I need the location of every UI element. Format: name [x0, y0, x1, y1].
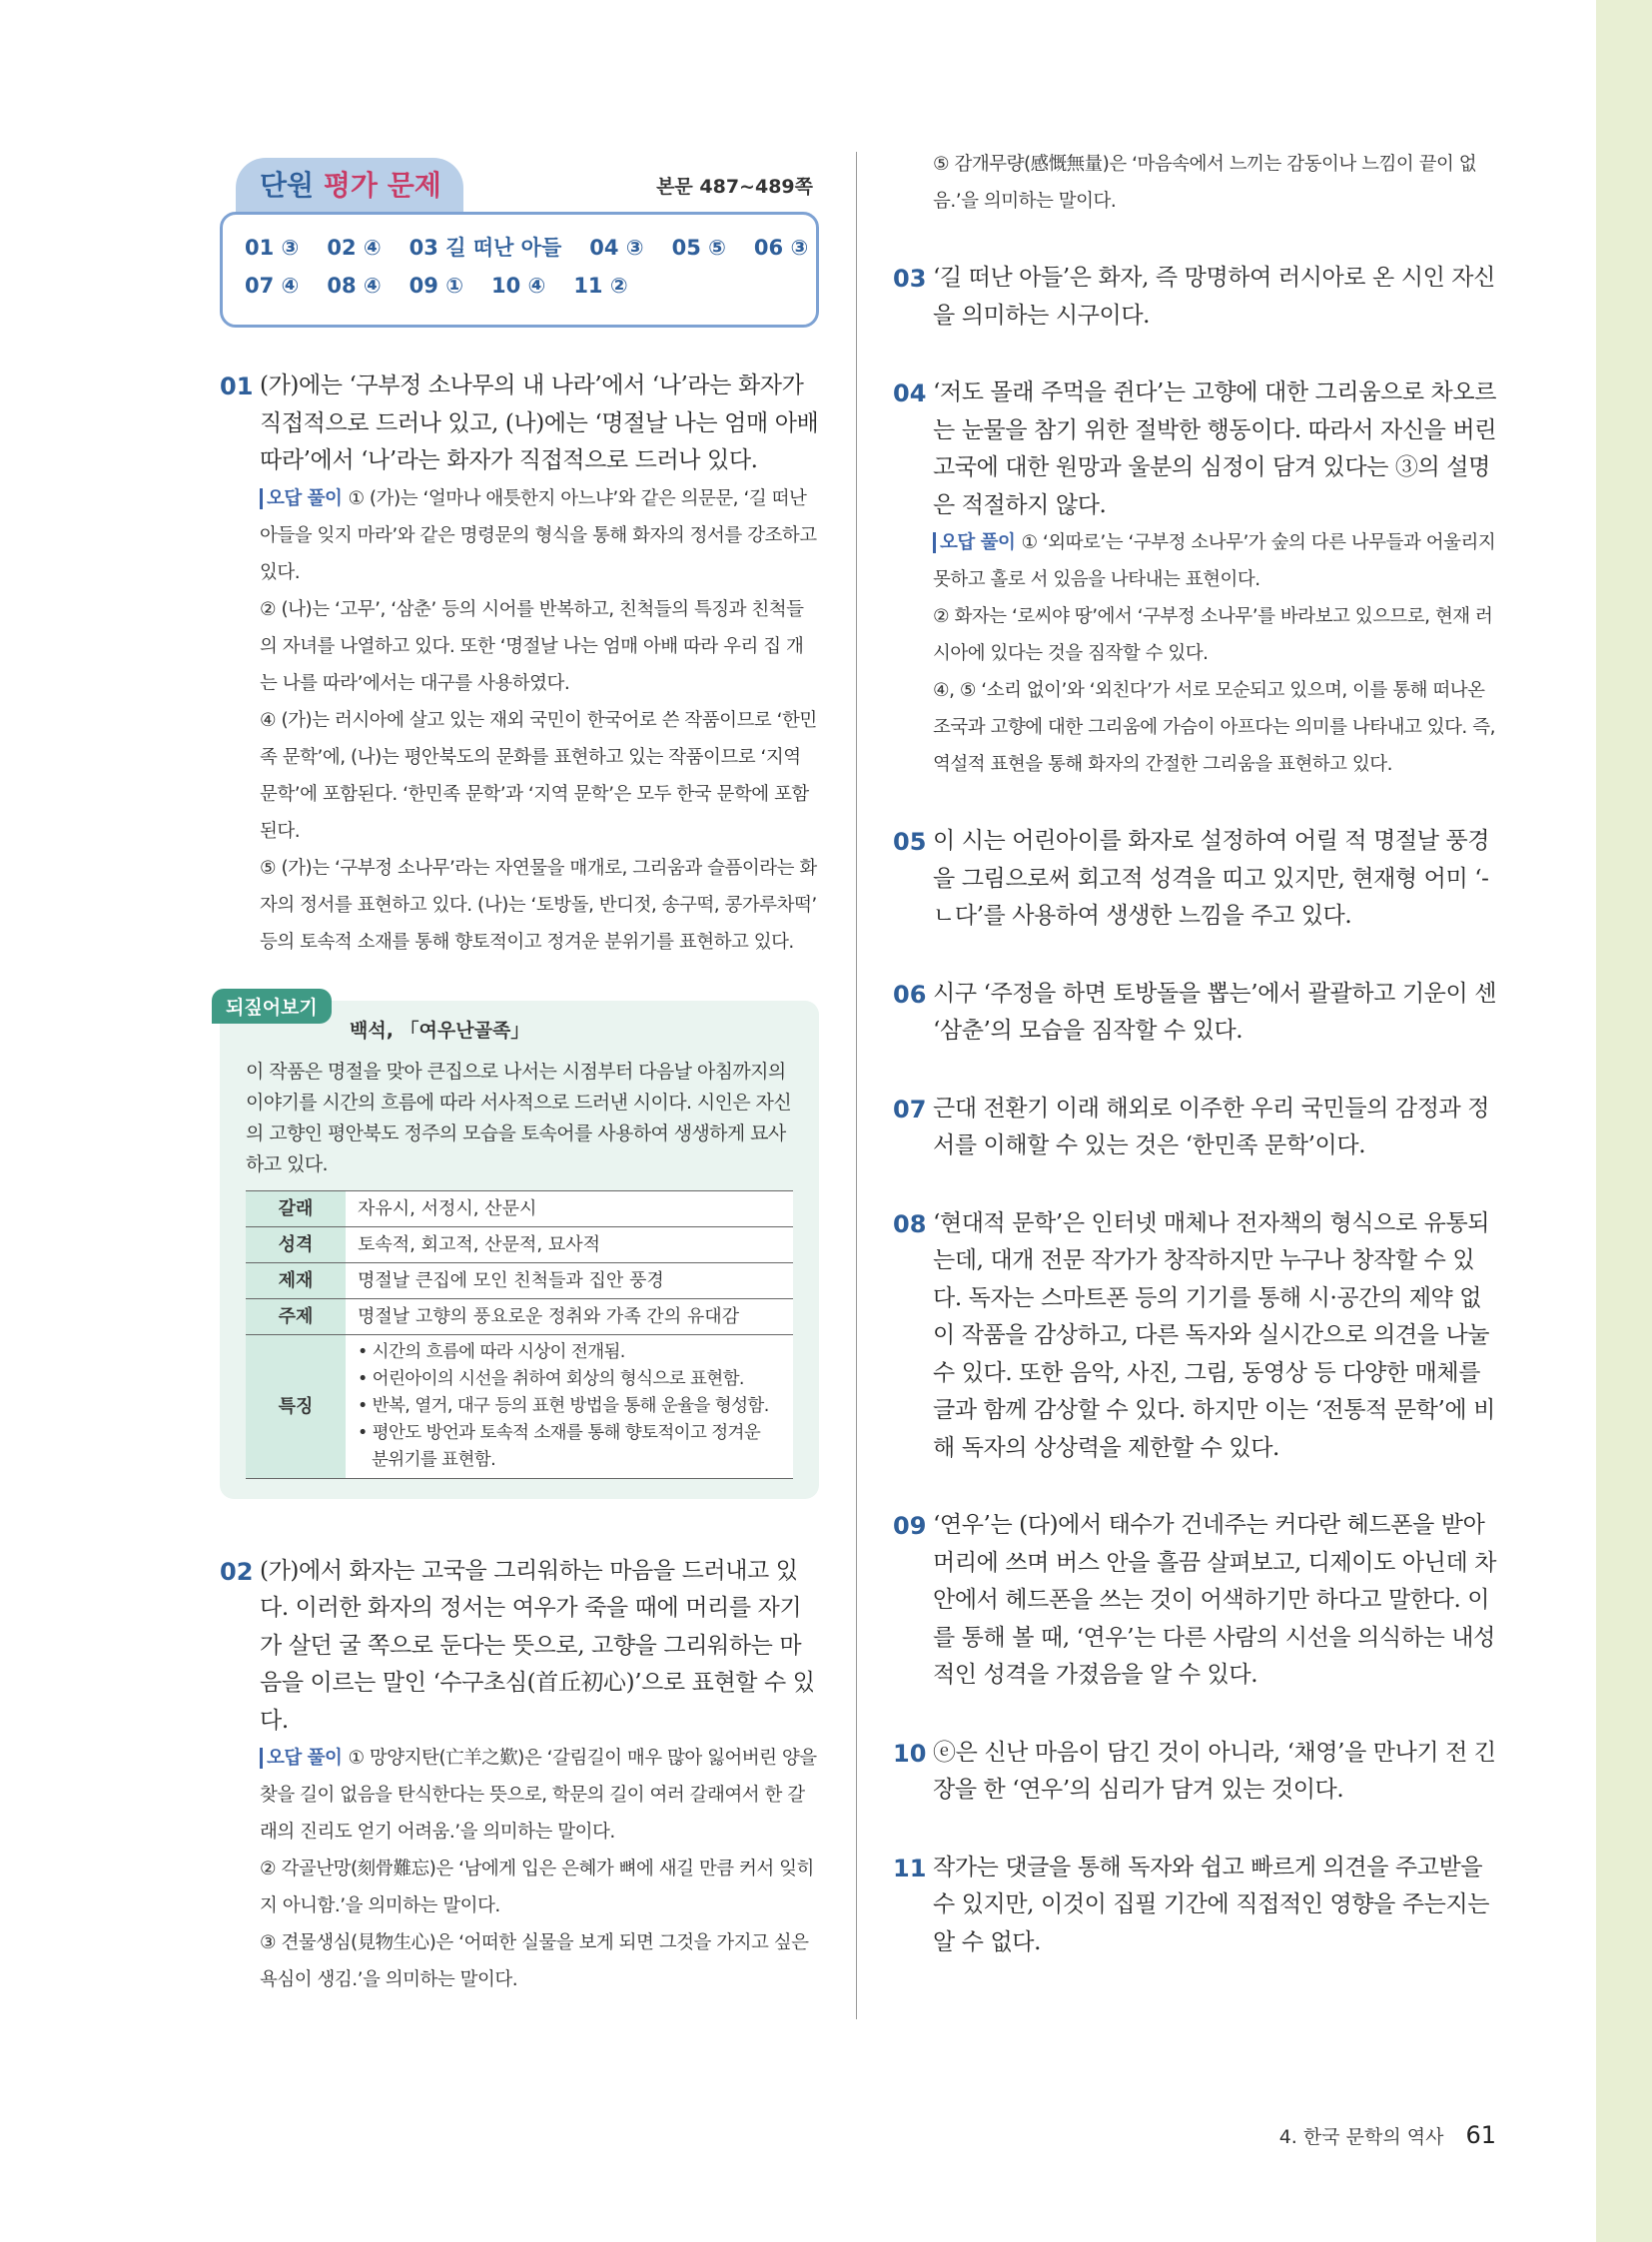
unit-title: [260, 164, 441, 204]
unit-title-accent: 평가 문제: [323, 169, 441, 202]
answer-08: 08 ④: [327, 274, 382, 298]
explanation-01: [220, 368, 819, 961]
item-number: 04: [893, 379, 927, 407]
wrong-answer-text: ② (나)는 ‘고무’, ‘삼춘’ 등의 시어를 반복하고, 친척들의 특징과 친척들의 자녀를 나열하고 있다. 또한 ‘명절날 나는 엄매 아배 따라 우리 집 개는 나를 따라’에서는 대구를 사용하였다.: [260, 598, 804, 694]
right-column: [893, 146, 1496, 1961]
explanation-text: ⓔ은 신난 마음이 담긴 것이 아니라, ‘채영’을 만나기 전 긴장을 한 ‘연우’의 심리가 담겨 있는 것이다.: [933, 1739, 1496, 1803]
explanation-05: [893, 823, 1496, 936]
explanation-text: (가)에는 ‘구부정 소나무의 내 나라’에서 ‘나’라는 화자가 직접적으로 드러나 있고, (나)에는 ‘명절날 나는 엄매 아배 따라’에서 ‘나’라는 화자가 직접적으로 드러나 있다.: [260, 373, 819, 473]
explanation-03: [893, 260, 1496, 335]
wrong-answer-explanation: [260, 480, 819, 591]
answer-06: 06 ③: [753, 236, 809, 260]
row-key: 갈래: [246, 1190, 346, 1226]
explanation-text: 시구 ‘주정을 하면 토방돌을 뽑는’에서 괄괄하고 기운이 센 ‘삼춘’의 모습을 짐작할 수 있다.: [933, 980, 1497, 1044]
answer-04: 04 ③: [589, 236, 644, 260]
unit-title-text: 단원: [260, 169, 324, 202]
explanation-04: [893, 374, 1496, 783]
explanation-08: [893, 1205, 1496, 1468]
explanation-06: [893, 976, 1496, 1051]
item-number: 02: [220, 1557, 254, 1586]
wrong-answer-text: ① ‘외따로’는 ‘구부정 소나무’가 숲의 다른 나무들과 어울리지 못하고 홀로 서 있음을 나타내는 표현이다.: [933, 532, 1496, 590]
explanation-02: [220, 1553, 819, 1999]
table-row: [246, 1298, 793, 1334]
explanation-text: 작가는 댓글을 통해 독자와 쉽고 빠르게 의견을 주고받을 수 있지만, 이것이 집필 기간에 직접적인 영향을 주는지는 알 수 없다.: [933, 1854, 1490, 1955]
wrong-answer-text: ① (가)는 ‘얼마나 애틋한지 아느냐’와 같은 의문문, ‘길 떠난 아들을 잊지 마라’와 같은 명령문의 형식을 통해 화자의 정서를 강조하고 있다.: [260, 487, 817, 583]
wrong-answer-explanation: [933, 524, 1496, 598]
item-number: 03: [893, 265, 927, 293]
explanation-text: ‘연우’는 (다)에서 태수가 건네주는 커다란 헤드폰을 받아 머리에 쓰며 버스 안을 흘끔 살펴보고, 디제이도 아닌데 차 안에서 헤드폰을 쓰는 것이 어색하기만 하다고 말한다. 이를 통해 볼 때, ‘연우’는 다른 사람의 시선을 의식하는 내성적인 성격을 가졌음을 알 수 있다.: [933, 1512, 1497, 1688]
review-description: 이 작품은 명절을 맞아 큰집으로 나서는 시점부터 다음날 아침까지의 이야기를 시간의 흐름에 따라 서사적으로 드러낸 시이다. 시인은 자신의 고향인 평안북도 정주의 모습을 토속어를 사용하여 생생하게 묘사하고 있다.: [246, 1060, 792, 1175]
wrong-answer-text: ④, ⑤ ‘소리 없이’와 ‘외친다’가 서로 모순되고 있으며, 이를 통해 떠나온 조국과 고향에 대한 그리움에 가슴이 아프다는 의미를 나타내고 있다. 즉, 역설적 표현을 통해 화자의 간절한 그리움을 표현하고 있다.: [933, 680, 1495, 775]
item-number: 11: [893, 1854, 927, 1882]
item-number: 09: [893, 1512, 927, 1540]
row-key: 특징: [246, 1334, 346, 1478]
left-column: [220, 150, 819, 1998]
work-info-table: [246, 1190, 793, 1479]
page-footer: [1279, 2121, 1496, 2149]
review-box: [220, 996, 819, 1499]
explanation-text: ‘현대적 문학’은 인터넷 매체나 전자책의 형식으로 유통되는데, 대개 전문 작가가 창작하지만 누구나 창작할 수 있다. 독자는 스마트폰 등의 기기를 통해 시·공간의 제약 없이 작품을 감상하고, 다른 독자와 실시간으로 의견을 나눌 수 있다. 또한 음악, 사진, 그림, 동영상 등 다양한 매체를 글과 함께 감상할 수 있다. 하지만 이는 ‘전통적 문학’에 비해 독자의 상상력을 제한할 수 있다.: [933, 1209, 1495, 1461]
review-tag: 되짚어보기: [212, 989, 332, 1024]
row-value: 명절날 고향의 풍요로운 정취와 가족 간의 유대감: [346, 1298, 793, 1334]
feature-item: • 어린아이의 시선을 취하여 회상의 형식으로 표현함.: [358, 1368, 744, 1389]
answer-row-1: [245, 229, 809, 267]
item-number: 07: [893, 1095, 927, 1123]
answer-11: 11 ②: [573, 274, 628, 298]
wrong-answer-label: 오답 풀이: [260, 1748, 342, 1769]
wrong-answer-explanation: [260, 1740, 819, 1851]
item-number: 05: [893, 828, 927, 856]
table-row: [246, 1262, 793, 1298]
row-key: 제재: [246, 1262, 346, 1298]
row-key: 성격: [246, 1226, 346, 1262]
feature-item: • 반복, 열거, 대구 등의 표현 방법을 통해 운율을 형성함.: [358, 1395, 769, 1416]
review-title: 백석, 「여우난골족」: [350, 1019, 530, 1042]
item-number: 10: [893, 1739, 927, 1768]
wrong-answer-text: ② 화자는 ‘로씨야 땅’에서 ‘구부정 소나무’를 바라보고 있으므로, 현재 러시아에 있다는 것을 짐작할 수 있다.: [933, 606, 1493, 664]
answer-09: 09 ①: [409, 274, 463, 298]
explanation-text: 이 시는 어린아이를 화자로 설정하여 어릴 적 명절날 풍경을 그림으로써 회고적 성격을 띠고 있지만, 현재형 어미 ‘-ㄴ다’를 사용하여 생생한 느낌을 주고 있다.: [933, 828, 1490, 929]
answer-07: 07 ④: [245, 274, 300, 298]
answer-row-2: [245, 267, 794, 305]
answer-02: 02 ④: [327, 236, 382, 260]
answer-01: 01 ③: [245, 236, 300, 260]
explanation-09: [893, 1507, 1496, 1695]
unit-header: [220, 150, 819, 212]
wrong-answer-text: ⑤ (가)는 ‘구부정 소나무’라는 자연물을 매개로, 그리움과 슬픔이라는 화자의 정서를 표현하고 있다. (나)는 ‘토방돌, 반디젓, 송구떡, 콩가루차떡’ 등의 토속적 소재를 통해 향토적이고 정겨운 분위기를 표현하고 있다.: [260, 857, 817, 953]
wrong-answer-label: 오답 풀이: [933, 532, 1015, 553]
item-number: 01: [220, 373, 254, 400]
wrong-answer-text: ① 망양지탄(亡羊之歎)은 ‘갈림길이 매우 많아 잃어버린 양을 찾을 길이 없음을 탄식한다는 뜻으로, 학문의 길이 여러 갈래여서 한 갈래의 진리도 얻기 어려움.’을 의미하는 말이다.: [260, 1748, 817, 1843]
feature-list: [346, 1334, 793, 1478]
table-row: [246, 1226, 793, 1262]
explanation-text: ‘길 떠난 아들’은 화자, 즉 망명하여 러시아로 온 시인 자신을 의미하는 시구이다.: [933, 265, 1495, 329]
item-number: 08: [893, 1209, 927, 1238]
wrong-answer-text: ② 각골난망(刻骨難忘)은 ‘남에게 입은 은혜가 뼈에 새길 만큼 커서 잊히지 아니함.’을 의미하는 말이다.: [260, 1859, 814, 1916]
answer-05: 05 ⑤: [671, 236, 726, 260]
explanation-text: 근대 전환기 이래 해외로 이주한 우리 국민들의 감정과 정서를 이해할 수 있는 것은 ‘한민족 문학’이다.: [933, 1095, 1490, 1158]
explanation-text: (가)에서 화자는 고국을 그리워하는 마음을 드러내고 있다. 이러한 화자의 정서는 여우가 죽을 때에 머리를 자기가 살던 굴 쪽으로 둔다는 뜻으로, 고향을 그리워하는 마음을 이르는 말인 ‘수구초심(首丘初心)’으로 표현할 수 있다.: [260, 1557, 815, 1734]
answer-key-box: [220, 212, 819, 328]
explanation-10: [893, 1735, 1496, 1810]
side-color-strip: [1596, 0, 1652, 2242]
answer-10: 10 ④: [490, 274, 546, 298]
page-reference: 본문 487~489쪽: [656, 176, 813, 198]
feature-item: • 시간의 흐름에 따라 시상이 전개됨.: [358, 1341, 625, 1362]
chapter-label: 4. 한국 문학의 역사: [1278, 2126, 1444, 2148]
page-number: 61: [1465, 2121, 1496, 2149]
feature-item: • 평안도 방언과 토속적 소재를 통해 향토적이고 정겨운 분위기를 표현함.: [358, 1422, 761, 1470]
row-value: 자유시, 서정시, 산문시: [346, 1190, 793, 1226]
explanation-07: [893, 1091, 1496, 1165]
item-number: 06: [893, 980, 927, 1009]
column-divider: [856, 152, 857, 2019]
answer-03: 03 길 떠난 아들: [409, 236, 562, 260]
wrong-answer-text: ⑤ 감개무량(感慨無量)은 ‘마음속에서 느끼는 감동이나 느낌이 끝이 없음.’을 의미하는 말이다.: [933, 154, 1477, 212]
explanation-11: [893, 1850, 1496, 1962]
row-value: 토속적, 회고적, 산문적, 묘사적: [346, 1226, 793, 1262]
row-key: 주제: [246, 1298, 346, 1334]
row-value: 명절날 큰집에 모인 친척들과 집안 풍경: [346, 1262, 793, 1298]
table-row: [246, 1190, 793, 1226]
wrong-answer-text: ④ (가)는 러시아에 살고 있는 재외 국민이 한국어로 쓴 작품이므로 ‘한민족 문학’에, (나)는 평안북도의 문화를 표현하고 있는 작품이므로 ‘지역 문학’에 포함된다. ‘한민족 문학’과 ‘지역 문학’은 모두 한국 문학에 포함된다.: [260, 709, 817, 842]
explanation-text: ‘저도 몰래 주먹을 쥔다’는 고향에 대한 그리움으로 차오르는 눈물을 참기 위한 절박한 행동이다. 따라서 자신을 버린 고국에 대한 원망과 울분의 심정이 담겨 있다는 ③의 설명은 적절하지 않다.: [933, 379, 1497, 518]
wrong-answer-label: 오답 풀이: [260, 488, 342, 509]
table-row: [246, 1334, 793, 1478]
wrong-answer-text: ③ 견물생심(見物生心)은 ‘어떠한 실물을 보게 되면 그것을 가지고 싶은 욕심이 생김.’을 의미하는 말이다.: [260, 1932, 809, 1990]
